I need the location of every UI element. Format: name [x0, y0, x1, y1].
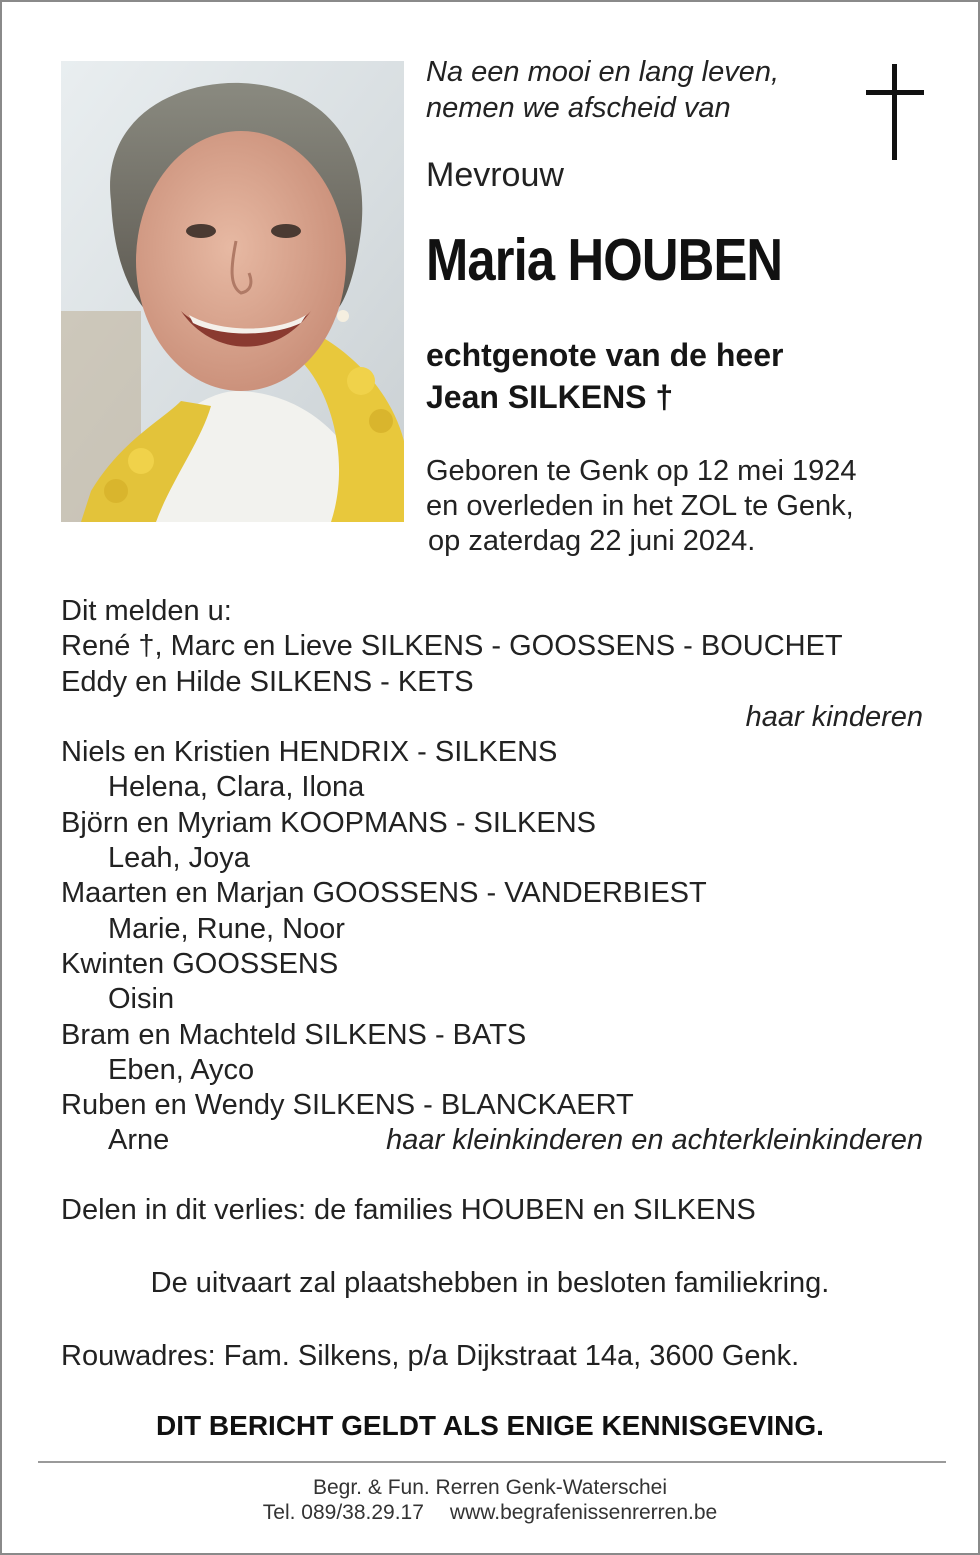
grandchild-parents: Bram en Machteld SILKENS - BATS — [61, 1018, 527, 1051]
cross-icon — [866, 64, 924, 160]
grandchild-kids: Leah, Joya — [108, 842, 250, 875]
footer — [2, 1475, 978, 1525]
grandchild-kids: Eben, Ayco — [108, 1053, 255, 1086]
grandchild-parents: Björn en Myriam KOOPMANS - SILKENS — [61, 806, 597, 839]
child-line: Eddy en Hilde SILKENS - KETS — [61, 665, 474, 698]
footer-divider — [38, 1461, 946, 1463]
intro-line-1: Na een mooi en lang leven, — [426, 56, 780, 88]
grandchild-parents: Kwinten GOOSSENS — [61, 947, 339, 980]
grandchild-kids: Arne — [108, 1124, 170, 1157]
death-line-2: op zaterdag 22 juni 2024. — [428, 525, 756, 557]
death-line-1: en overleden in het ZOL te Genk, — [426, 490, 854, 522]
website-link[interactable]: www.begrafenissenrerren.be — [449, 1501, 718, 1524]
intro-text — [426, 54, 779, 126]
portrait-photo — [61, 61, 404, 522]
deceased-title: Mevrouw — [426, 156, 564, 194]
grandchildren-role: haar kleinkinderen en achterkleinkinderen — [386, 1124, 923, 1157]
grandchild-kids-row — [61, 1123, 923, 1158]
grandchild-parents: Niels en Kristien HENDRIX - SILKENS — [61, 736, 558, 769]
birth-line: Geboren te Genk op 12 mei 1924 — [426, 455, 857, 487]
child-line: René †, Marc en Lieve SILKENS - GOOSSENS - BOUCHET — [61, 630, 843, 663]
address-line: Rouwadres: Fam. Silkens, p/a Dijkstraat 14a, 3600 Genk. — [61, 1340, 800, 1372]
deceased-name: Maria HOUBEN — [426, 227, 783, 293]
funeral-line: De uitvaart zal plaatshebben in besloten familiekring. — [150, 1267, 830, 1299]
family-heading: Dit melden u: — [61, 595, 232, 627]
funeral-home-name: Begr. & Fun. Rerren Genk-Waterschei — [312, 1476, 668, 1499]
spouse-line-1: echtgenote van de heer — [426, 337, 784, 373]
grandchild-kids: Helena, Clara, Ilona — [108, 771, 365, 804]
footer-contact — [2, 1500, 978, 1525]
share-line: Delen in dit verlies: de families HOUBEN en SILKENS — [61, 1194, 756, 1226]
life-dates — [426, 454, 856, 559]
spouse-line-2: Jean SILKENS † — [426, 379, 674, 415]
children-role: haar kinderen — [745, 700, 923, 733]
notice-line: DIT BERICHT GELDT ALS ENIGE KENNISGEVING. — [156, 1410, 824, 1441]
family-list — [61, 594, 923, 1159]
phone-number: Tel. 089/38.29.17 — [262, 1501, 424, 1524]
grandchild-parents: Maarten en Marjan GOOSSENS - VANDERBIEST — [61, 877, 707, 910]
intro-line-2: nemen we afscheid van — [426, 92, 731, 124]
grandchild-kids: Marie, Rune, Noor — [108, 912, 345, 945]
spouse-info — [426, 334, 783, 418]
grandchild-parents: Ruben en Wendy SILKENS - BLANCKAERT — [61, 1089, 634, 1122]
grandchild-kids: Oisin — [108, 983, 175, 1016]
children-role-row — [61, 700, 923, 735]
